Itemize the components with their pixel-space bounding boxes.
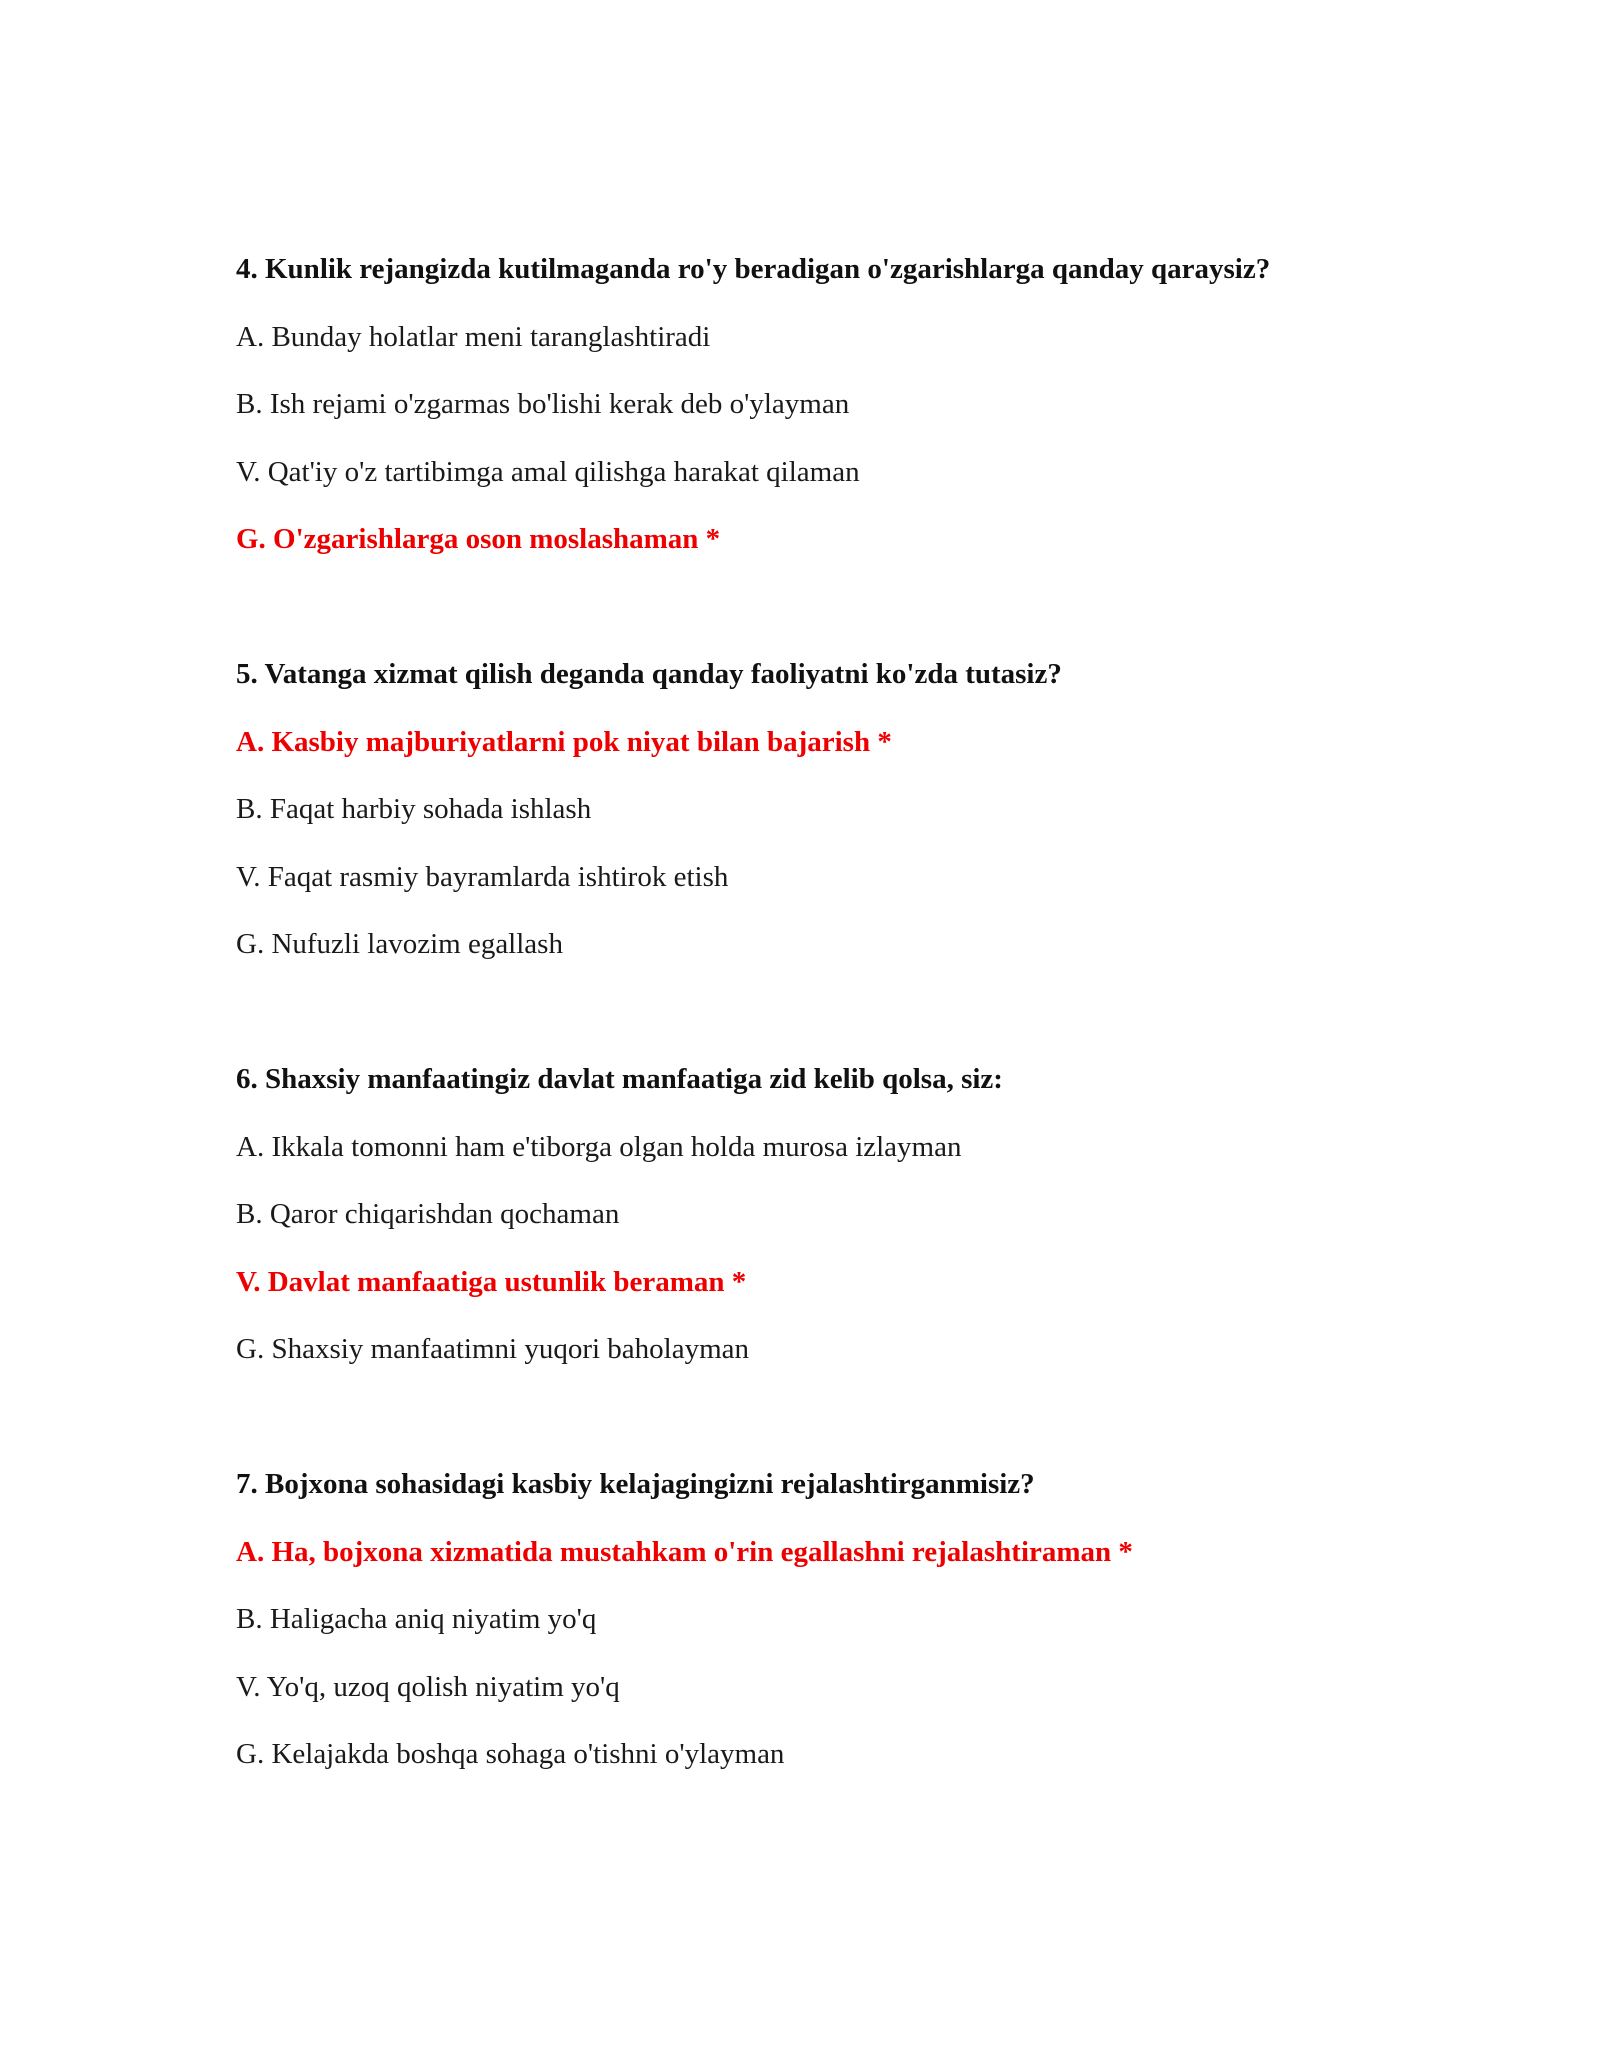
- question-block-4: [236, 252, 1436, 657]
- correct-answer-option: A. Ha, bojxona xizmatida mustahkam o'rin egallashni rejalashtiraman *: [236, 1535, 1133, 1568]
- correct-answer-option: A. Kasbiy majburiyatlarni pok niyat bilan bajarish *: [236, 725, 892, 758]
- answer-option: V. Qat'iy o'z tartibimga amal qilishga harakat qilaman: [236, 455, 860, 488]
- question-block-7: [236, 1467, 1436, 1771]
- answer-option: B. Qaror chiqarishdan qochaman: [236, 1198, 620, 1230]
- answer-option: V. Yo'q, uzoq qolish niyatim yo'q: [236, 1670, 620, 1703]
- answer-option: B. Ish rejami o'zgarmas bo'lishi kerak deb o'ylayman: [236, 388, 850, 420]
- question-text: 7. Bojxona sohasidagi kasbiy kelajagingizni rejalashtirganmisiz?: [236, 1468, 1035, 1500]
- correct-answer-option: G. O'zgarishlarga oson moslashaman *: [236, 523, 721, 555]
- question-text: 4. Kunlik rejangizda kutilmaganda ro'y beradigan o'zgarishlarga qanday qaraysiz?: [236, 253, 1271, 285]
- questionnaire: [236, 252, 1436, 1805]
- answer-option: G. Shaxsiy manfaatimni yuqori baholayman: [236, 1333, 750, 1365]
- answer-option: A. Ikkala tomonni ham e'tiborga olgan holda murosa izlayman: [236, 1130, 962, 1163]
- answer-option: G. Kelajakda boshqa sohaga o'tishni o'ylayman: [236, 1738, 785, 1770]
- answer-option: G. Nufuzli lavozim egallash: [236, 928, 563, 960]
- question-block-5: [236, 657, 1436, 1062]
- answer-option: B. Haligacha aniq niyatim yo'q: [236, 1603, 597, 1635]
- question-block-6: [236, 1062, 1436, 1467]
- answer-option: B. Faqat harbiy sohada ishlash: [236, 793, 592, 825]
- correct-answer-option: V. Davlat manfaatiga ustunlik beraman *: [236, 1265, 747, 1298]
- question-text: 6. Shaxsiy manfaatingiz davlat manfaatiga zid kelib qolsa, siz:: [236, 1063, 1003, 1095]
- answer-option: V. Faqat rasmiy bayramlarda ishtirok etish: [236, 860, 729, 893]
- answer-option: A. Bunday holatlar meni taranglashtiradi: [236, 320, 711, 353]
- question-text: 5. Vatanga xizmat qilish deganda qanday faoliyatni ko'zda tutasiz?: [236, 658, 1062, 690]
